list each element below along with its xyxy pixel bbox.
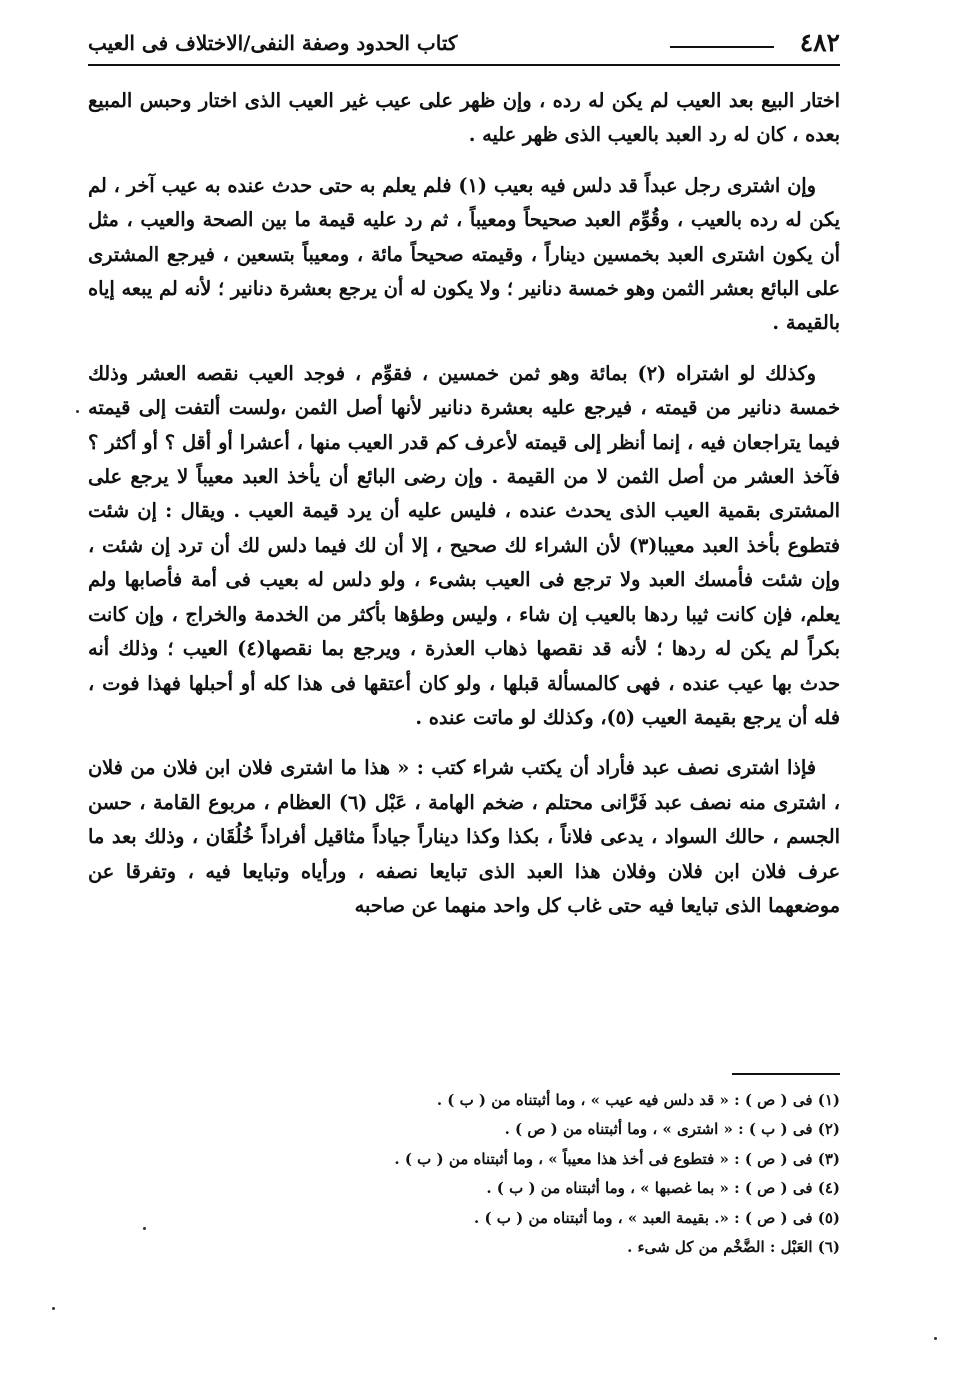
footnotes (120, 1086, 840, 1262)
scan-speck (76, 410, 79, 413)
scan-speck (934, 1337, 937, 1340)
running-header (88, 26, 840, 66)
footnote-1: (١) فى ( ص ) : « قد دلس فيه عيب » ، وما أثبتناه من ( ب ) . (436, 1091, 840, 1109)
footnote-6: (٦) العَبْل : الضَّخْم من كل شىء . (627, 1238, 840, 1257)
paragraph-valuation: وكذلك لو اشتراه (٢) بمائة وهو ثمن خمسين ، فقوِّم ، فوجد العيب نقصه العشر وذلك خمسة دنانير من قيمته ، فيرجع عليه بعشرة دنانير لأنها أصل الثمن ،ولست ألتفت إلى قيمته فيما يتراجعان فيه ، إنما أنظر إلى قيمته لأعرف كم قدر العيب منها ، أعشرا أو أقل ؟ أو أكثر ؟ فآخذ العشر من أصل الثمن لا من القيمة . وإن رضى البائع أن يأخذ العبد معيباً لا يرجع على المشترى بقمية العيب الذى يحدث عنده ، فليس عليه أن يرد قيمة العيب . ويقال : إن شئت فتطوع بأخذ العبد معيبا(٣) لأن الشراء لك صحيح ، إلا أن لك فيما دلس لك أن ترد إن شئت ، وإن شئت فأمسك العبد ولا ترجع فى العيب بشىء ، ولو دلس له بعيب فى أمة فأصابها ولم يعلم، فإن كانت ثيبا ردها بالعيب إن شاء ، وليس وطؤها بأكثر من الخدمة والخراج ، وإن كانت بكراً لم يكن له ردها ؛ لأنه قد نقصها ذهاب العذرة ، ويرجع بما نقصها(٤) العيب ؛ وذلك أنه حدث بها عيب عنده ، فهى كالمسألة قبلها ، ولو كان أعتقها فى هذا كله أو أحبلها فهذا فوت ، فله أن يرجع بقيمة العيب (٥)، وكذلك لو ماتت عنده . (88, 361, 840, 729)
main-text (88, 84, 840, 939)
scan-speck (143, 1227, 146, 1230)
paragraph-continued: اختار البيع بعد العيب لم يكن له رده ، وإن ظهر على عيب غير العيب الذى اختار وحبس المبيع بعده ، كان له رد العبد بالعيب الذى ظهر عليه . (88, 89, 840, 147)
page-number: ٤٨٢ (799, 28, 840, 57)
footnote-4: (٤) فى ( ص ) : « بما غصبها » ، وما أثبتناه من ( ب ) . (486, 1179, 840, 1198)
paragraph-purchase-contract: فإذا اشترى نصف عبد فأراد أن يكتب شراء كتب : « هذا ما اشترى فلان ابن فلان من فلان ، اشترى منه نصف عبد فَرَّانى محتلم ، ضخم الهامة ، عَبْل (٦) العظام ، مربوع القامة ، حسن الجسم ، حالك السواد ، يدعى فلاناً ، بكذا وكذا ديناراً جياداً مثاقيل أفراداً خُلُقَان ، وذلك بعد ما عرف فلان ابن فلان وفلان هذا العبد الذى تبايعا نصفه ، ورأياه وتبايعا فيه ، وتفرقا عن موضعهما الذى تبايعا فيه حتى غاب كل واحد منهما عن صاحبه (88, 756, 840, 917)
chapter-title: كتاب الحدود وصفة النفى/الاختلاف فى العيب (88, 31, 458, 55)
header-dash-rule (670, 46, 774, 48)
paragraph-defective-slave: وإن اشترى رجل عبداً قد دلس فيه بعيب (١) فلم يعلم به حتى حدث عنده به عيب آخر ، لم يكن له رده بالعيب ، وقُوِّم العبد صحيحاً ومعيباً ، ثم رد عليه قيمة ما بين الصحة والعيب ، مثل أن يكون اشترى العبد بخمسين ديناراً ، وقيمته صحيحاً مائة ، ومعيباً بتسعين ، فيرجع المشترى على البائع بعشر الثمن وهو خمسة دنانير ؛ ولا يكون له أن يرجع بعشرة دنانير ؛ لأنه لم يبعه إياه بالقيمة . (88, 173, 840, 335)
header-underline (88, 64, 840, 66)
footnote-3: (٣) فى ( ص ) : « فتطوع فى أخذ هذا معيباً » ، وما أثبتناه من ( ب ) . (394, 1149, 840, 1168)
footnote-2: (٢) فى ( ب ) : « اشترى » ، وما أثبتناه من ( ص ) . (504, 1120, 840, 1139)
scan-speck (52, 1307, 55, 1310)
footnote-separator (732, 1073, 840, 1075)
footnote-5: (٥) فى ( ص ) : «. بقيمة العبد » ، وما أثبتناه من ( ب ) . (474, 1208, 840, 1227)
